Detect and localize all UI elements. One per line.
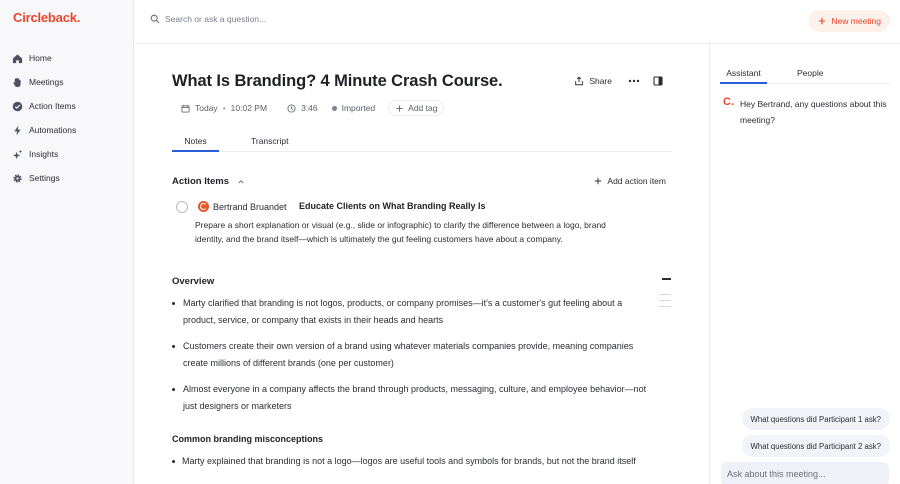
notes-tabs — [172, 132, 672, 152]
overview-heading: Overview — [172, 276, 215, 287]
page-title: What Is Branding? 4 Minute Crash Course. — [172, 72, 503, 90]
meeting-meta — [176, 100, 444, 116]
brand-name: Circleback — [13, 10, 77, 25]
brand-logo[interactable] — [13, 10, 80, 25]
meeting-date[interactable] — [176, 100, 272, 116]
meeting-notes-panel — [134, 44, 710, 484]
overview-header — [172, 276, 214, 287]
suggestion-chip-participant-2[interactable]: What questions did Participant 2 ask? — [742, 435, 890, 457]
sidebar-item-label: Action Items — [29, 101, 76, 111]
sidebar-item-meetings[interactable] — [0, 70, 134, 94]
tab-assistant[interactable]: Assistant — [720, 66, 767, 84]
sidebar-item-insights[interactable] — [0, 142, 134, 166]
sidebar-item-settings[interactable] — [0, 166, 134, 190]
sidebar-item-label: Insights — [29, 149, 59, 159]
action-item-description: Prepare a short explanation or visual (e.g., slide or infographic) to clarify the difference between a logo, brand identity, and the brand itself—which is ultimately the gut feeling customers have about a company. — [195, 220, 606, 244]
meeting-time: 10:02 PM — [230, 103, 268, 113]
add-tag-label: Add tag — [408, 103, 438, 113]
plus-icon — [818, 17, 826, 25]
sidebar — [0, 0, 134, 484]
more-options-button[interactable] — [627, 74, 641, 88]
meeting-duration-text: 3:46 — [301, 103, 318, 113]
action-item-checkbox[interactable] — [176, 201, 188, 213]
assistant-greeting: Hey Bertrand, any questions about this meeting? — [740, 99, 887, 125]
assistant-tabs — [720, 66, 890, 84]
misconceptions-list — [182, 453, 656, 470]
list-item: Customers create their own version of a brand using whatever materials companies provide, meaning companies create millions of different brands (one per customer) — [182, 338, 656, 371]
avatar — [198, 201, 209, 212]
hand-icon — [12, 77, 23, 88]
gear-icon — [12, 173, 23, 184]
meeting-date-text: Today — [195, 103, 218, 113]
share-label: Share — [589, 76, 612, 86]
sidebar-item-label: Settings — [29, 173, 60, 183]
meeting-actions — [574, 74, 665, 88]
action-item-title[interactable]: Educate Clients on What Branding Really Is — [299, 201, 486, 211]
overview-list — [182, 295, 656, 424]
search-bar — [150, 14, 465, 24]
sidebar-panel-icon — [652, 75, 664, 87]
list-item: Marty explained that branding is not a logo—logos are useful tools and symbols for brands, but not the brand itself — [182, 453, 656, 470]
chevron-up-icon[interactable] — [237, 178, 245, 186]
tab-transcript[interactable]: Transcript — [251, 136, 289, 146]
clock-icon — [287, 104, 296, 113]
brand-dot: . — [76, 10, 81, 25]
list-item: Almost everyone in a company affects the brand through products, messaging, culture, and employee behavior—not just designers or marketers — [182, 381, 656, 414]
search-icon — [150, 14, 160, 24]
assignee-name: Bertrand Bruandet — [213, 201, 287, 212]
home-icon — [12, 53, 23, 64]
misconceptions-heading: Common branding misconceptions — [172, 434, 324, 444]
share-button[interactable] — [574, 76, 612, 86]
sidebar-nav — [0, 46, 134, 190]
sidebar-item-action-items[interactable] — [0, 94, 134, 118]
new-meeting-label: New meeting — [831, 16, 881, 26]
navigator-mark — [659, 294, 671, 295]
plus-icon — [594, 177, 602, 185]
meeting-status-text: Imported — [341, 103, 376, 113]
plus-icon — [395, 104, 404, 113]
tab-people[interactable]: People — [797, 68, 824, 78]
action-item-assignee[interactable] — [198, 201, 287, 212]
check-circle-icon — [12, 101, 23, 112]
status-dot — [332, 106, 337, 111]
new-meeting-button[interactable] — [809, 10, 890, 32]
tab-notes[interactable]: Notes — [172, 132, 219, 152]
list-item: Marty clarified that branding is not logos, products, or company promises—it's a customer's gut feeling about a product, service, or company that exists in their heads and hearts — [182, 295, 656, 328]
meta-separator: • — [222, 103, 226, 113]
action-items-header[interactable] — [172, 176, 245, 187]
assistant-logo: C. — [723, 96, 734, 108]
calendar-icon — [181, 104, 190, 113]
more-horizontal-icon — [628, 75, 640, 87]
toggle-panel-button[interactable] — [651, 74, 665, 88]
navigator-mark — [659, 306, 671, 307]
navigator-mark — [659, 300, 671, 301]
collapse-overview-icon[interactable] — [662, 278, 671, 280]
sidebar-item-home[interactable] — [0, 46, 134, 70]
add-action-item-label: Add action item — [607, 176, 666, 186]
sidebar-item-label: Automations — [29, 125, 77, 135]
sidebar-item-label: Meetings — [29, 77, 64, 87]
sidebar-item-automations[interactable] — [0, 118, 134, 142]
share-icon — [574, 76, 584, 86]
suggestion-chip-participant-1[interactable]: What questions did Participant 1 ask? — [742, 408, 890, 430]
sidebar-item-label: Home — [29, 53, 52, 63]
action-items-heading: Action Items — [172, 176, 230, 187]
top-bar — [134, 0, 900, 44]
search-input[interactable] — [165, 14, 465, 24]
assistant-panel — [711, 44, 900, 484]
add-tag-button[interactable] — [388, 100, 444, 116]
section-navigator[interactable] — [659, 294, 671, 312]
sparkles-icon — [12, 149, 23, 160]
meeting-duration — [282, 100, 323, 116]
lightning-icon — [12, 125, 23, 136]
ask-meeting-input[interactable] — [721, 462, 889, 484]
add-action-item-button[interactable] — [594, 176, 666, 186]
meeting-status — [327, 100, 381, 116]
